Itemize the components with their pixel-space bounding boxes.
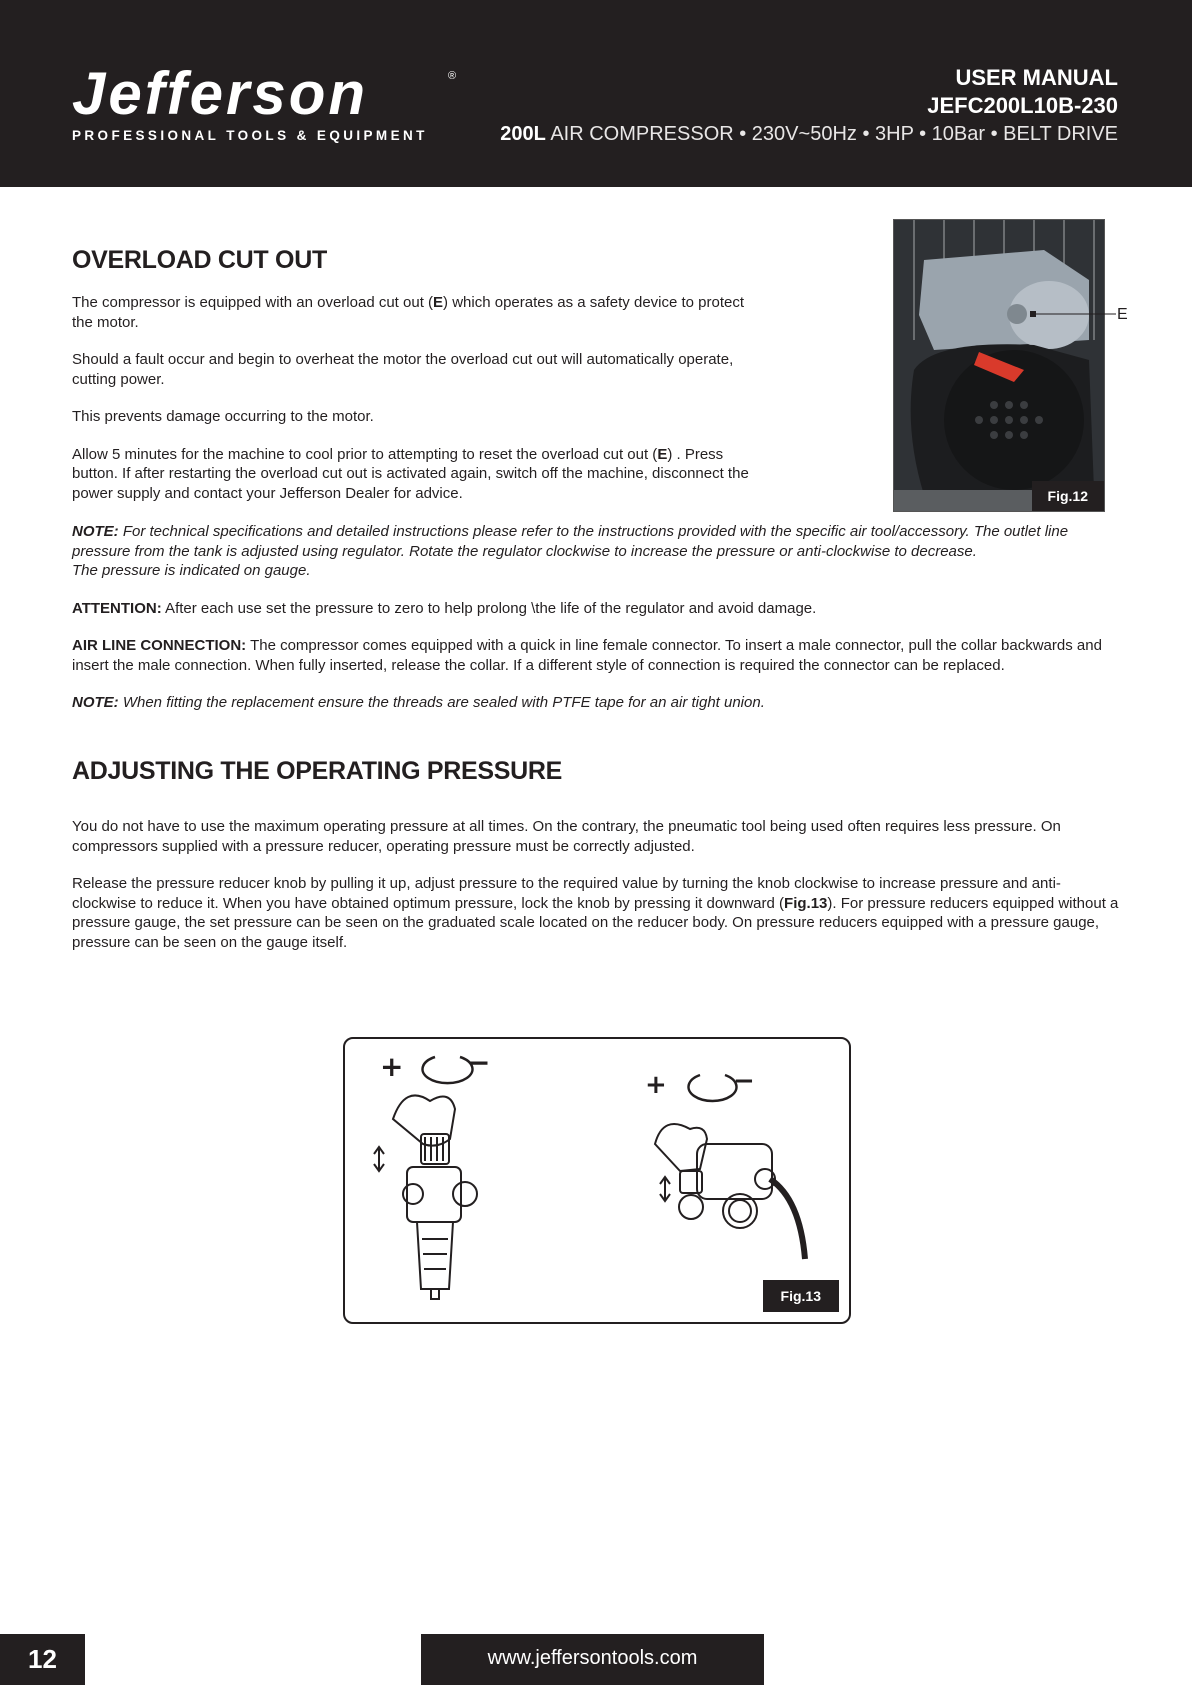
regulator-left (374, 1095, 477, 1299)
air-hose (770, 1179, 805, 1259)
notes-section (72, 522, 1120, 713)
minus-sign-left: − (467, 1046, 491, 1079)
note-technical-line2: The pressure is indicated on gauge. (72, 562, 311, 579)
callout-line (1030, 309, 1120, 319)
logo-wordmark: Jefferson (72, 60, 369, 127)
note-ptfe: NOTE: When fitting the replacement ensure the threads are sealed with PTFE tape for an air tight union. (72, 694, 765, 711)
overload-paragraph-2: Should a fault occur and begin to overheat the motor the overload cut out will automatically operate, cutting power. (72, 351, 734, 388)
fig12-photo (893, 219, 1105, 512)
model-number: JEFC200L10B-230 (927, 93, 1118, 118)
air-line-connection-paragraph: AIR LINE CONNECTION: The compressor comes equipped with a quick in line female connector. To insert a male connector, pull the collar backwards and insert the male connection. When fully inserted, release the collar. If a different style of connection is required the connector can be replaced. (72, 637, 1102, 674)
fig13-illustration (343, 1037, 851, 1324)
rotate-arrow-left-icon (423, 1057, 473, 1083)
adjusting-section (72, 757, 1120, 952)
adjusting-heading: ADJUSTING THE OPERATING PRESSURE (72, 757, 562, 785)
minus-sign-right: − (733, 1066, 755, 1096)
callout-e-label: E (1117, 306, 1128, 323)
spec-capacity: 200L (500, 123, 546, 145)
rotate-arrow-right-icon (689, 1075, 737, 1101)
header-title-block (500, 64, 1118, 148)
logo-tagline: PROFESSIONAL TOOLS & EQUIPMENT (72, 128, 428, 143)
overload-paragraph-4: Allow 5 minutes for the machine to cool prior to attempting to reset the overload cut out (E) . Press button. If after restarting the overload cut out is activated again, switch off the machine, disconnect the power supply and contact your Jefferson Dealer for advice. (72, 445, 749, 502)
jefferson-logo (72, 60, 457, 143)
page-number: 12 (0, 1634, 85, 1685)
adjusting-paragraph-1: You do not have to use the maximum operating pressure at all times. On the contrary, the pneumatic tool being used often requires less pressure. On compressors supplied with a pressure reducer, operating pressure must be correctly adjusted. (72, 818, 1061, 855)
overload-paragraph-1: The compressor is equipped with an overload cut out (E) which operates as a safety device to protect the motor. (72, 294, 745, 331)
overload-section (72, 246, 752, 503)
registered-mark: ® (448, 70, 457, 82)
page-header (0, 0, 1192, 187)
overload-paragraph-3: This prevents damage occurring to the motor. (72, 408, 374, 425)
regulator-right (655, 1124, 775, 1228)
overload-heading: OVERLOAD CUT OUT (72, 246, 327, 274)
adjusting-paragraph-2: Release the pressure reducer knob by pulling it up, adjust pressure to the required value by turning the knob clockwise to increase pressure and anti-clockwise to reduce it. When you have obtained optimum pressure, lock the knob by pressing it downward (Fig.13). For pressure reducers equipped without a pressure gauge, the set pressure can be seen on the graduated scale located on the reducer body. On pressure reducers equipped with a pressure gauge, pressure can be seen on the gauge itself. (72, 875, 1119, 951)
attention-paragraph: ATTENTION: After each use set the pressure to zero to help prolong \the life of the regulator and avoid damage. (72, 599, 817, 617)
doc-title: USER MANUAL (955, 65, 1118, 90)
spec-details: AIR COMPRESSOR • 230V~50Hz • 3HP • 10Bar • BELT DRIVE (545, 123, 1118, 145)
fig13-label: Fig.13 (763, 1280, 839, 1312)
fig12-label: Fig.12 (1032, 481, 1104, 511)
compressor-motor-illustration (894, 220, 1104, 511)
plus-sign-right: + (645, 1070, 667, 1100)
website-link[interactable]: www.jeffersontools.com (421, 1634, 764, 1685)
spec-line (500, 120, 1118, 148)
note-technical: NOTE: For technical specifications and detailed instructions please refer to the instructions provided with the specific air tool/accessory. The outlet line pressure from the tank is adjusted using regulator. Rotate the regulator clockwise to increase the pressure or anti-clockwise to decrease. (72, 523, 1069, 560)
plus-sign-left: + (380, 1050, 404, 1083)
